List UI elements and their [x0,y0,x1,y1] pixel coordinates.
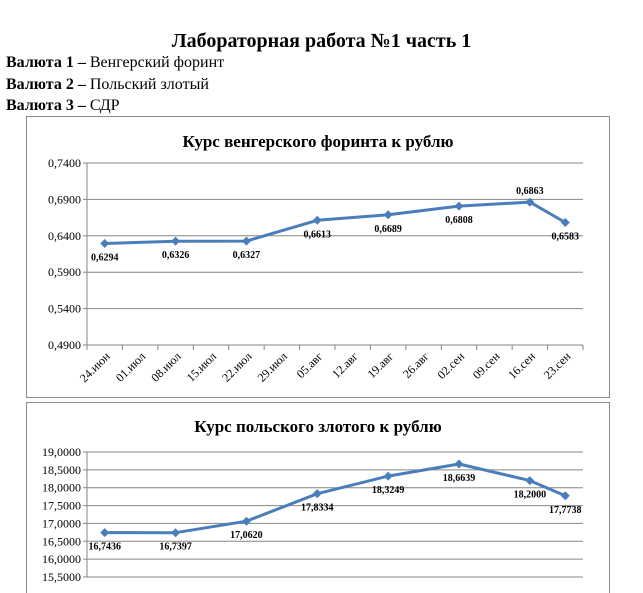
data-label: 0,6326 [161,250,190,262]
currency-label: Валюта 3 [6,97,74,114]
y-tick-label: 0,5400 [48,301,81,316]
x-tick-label: 16.сен [505,349,538,382]
x-tick-label: 09.сен [469,349,503,382]
x-tick-label: 08.июл [148,349,184,385]
data-label: 0,6689 [374,223,402,235]
chart-title: Курс польского злотого к рублю [194,417,442,436]
currency-line-1 [6,53,224,73]
data-label: 0,6863 [516,186,544,198]
data-point [455,202,464,211]
x-tick-label: 24.июн [76,349,113,386]
x-tick-label: 15.июл [183,349,220,385]
data-point [313,216,322,225]
data-point [384,472,393,481]
data-label: 0,6808 [445,215,473,227]
data-point [100,239,109,248]
y-tick-label: 0,6400 [48,228,81,243]
y-tick-label: 0,7400 [48,156,81,170]
y-tick-label: 0,6900 [48,192,81,207]
data-label: 0,6613 [303,229,332,241]
chart-forint-container [26,116,610,398]
currency-label: Валюта 2 [6,76,74,93]
data-point [171,528,180,537]
data-point [171,237,180,246]
series-line [105,202,566,243]
chart-zloty-container [26,402,610,593]
currency-name: Венгерский форинт [89,54,225,71]
data-point [525,476,534,485]
x-tick-label: 02.сен [434,349,468,382]
data-point [561,491,570,500]
y-tick-label: 17,0000 [42,516,81,531]
x-tick-label: 01.июл [112,349,149,385]
currency-name: СДР [89,97,120,114]
y-tick-label: 15,5000 [42,570,81,584]
data-label: 17,7738 [549,504,582,516]
x-tick-label: 12.авг [329,349,361,381]
currency-line-2 [6,75,209,95]
data-label: 17,8334 [301,502,334,514]
data-label: 16,7436 [88,541,121,553]
data-point [242,517,251,526]
x-tick-label: 05.авг [293,349,326,381]
chart-forint [27,117,609,397]
currency-dash: – [73,76,90,93]
data-label: 18,3249 [371,485,405,497]
x-tick-label: 26.авг [399,349,432,381]
data-point [242,237,251,246]
currency-name: Польский злотый [89,76,209,93]
y-tick-label: 16,0000 [42,552,81,567]
data-label: 0,6583 [551,231,580,243]
data-point [455,460,464,469]
data-point [384,210,393,219]
currency-line-3 [6,96,120,116]
data-point [313,489,322,498]
y-tick-label: 19,0000 [42,445,81,459]
document-title: Лабораторная работа №1 часть 1 [171,30,472,52]
data-label: 16,7397 [159,541,192,553]
x-tick-label: 29.июл [254,349,290,385]
data-label: 0,6294 [90,252,119,264]
currency-dash: – [73,97,90,114]
y-tick-label: 0,4900 [48,338,81,352]
y-tick-label: 0,5900 [48,265,81,280]
y-tick-label: 18,0000 [42,480,81,495]
currency-label: Валюта 1 [6,54,74,71]
x-tick-label: 19.авг [364,349,397,381]
y-tick-label: 16,5000 [42,534,81,549]
series-line [105,464,566,533]
data-label: 0,6327 [232,250,261,262]
data-label: 18,2000 [513,489,547,501]
currency-dash: – [73,54,90,71]
x-tick-label: 22.июл [219,349,255,385]
y-tick-label: 18,5000 [42,462,81,477]
chart-title: Курс венгерского форинта к рублю [182,132,454,151]
data-label: 17,0620 [230,530,263,542]
x-tick-label: 23.сен [540,349,574,382]
y-tick-label: 17,5000 [42,498,81,513]
data-point [100,528,109,537]
chart-zloty [27,403,609,593]
data-label: 18,6639 [442,473,476,485]
